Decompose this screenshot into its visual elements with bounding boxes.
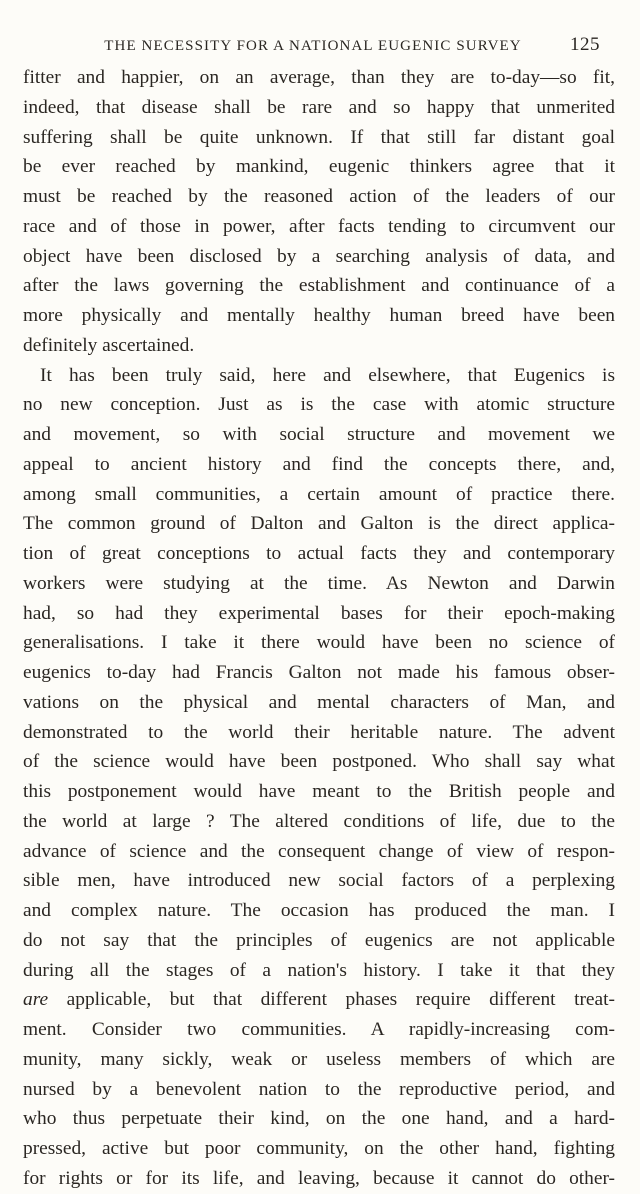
text-line: fitter and happier, on an average, than they are to-day—so fit, bbox=[23, 67, 615, 88]
body-text bbox=[23, 63, 615, 1194]
text-line: ment. Consider two communities. A rapidly-increasing com- bbox=[23, 1019, 615, 1040]
running-header bbox=[38, 34, 600, 56]
text-line: and movement, so with social structure and movement we bbox=[23, 424, 615, 445]
running-title: THE NECESSITY FOR A NATIONAL EUGENIC SURVEY bbox=[104, 38, 522, 54]
italic-word: are bbox=[23, 989, 49, 1011]
text-line: had, so had they experimental bases for their epoch-making bbox=[23, 602, 615, 624]
text-line: eugenics to-day had Francis Galton not made his famous obser- bbox=[23, 662, 615, 683]
text-line: race and of those in power, after facts tending to circumvent our bbox=[23, 215, 615, 237]
text-line: nursed by a benevolent nation to the reproductive period, and bbox=[23, 1078, 615, 1100]
text-line: object have been disclosed by a searching analysis of data, and bbox=[23, 245, 615, 267]
text-line: vations on the physical and mental characters of Man, and bbox=[23, 691, 615, 713]
text-line: demonstrated to the world their heritable nature. The advent bbox=[23, 721, 615, 743]
text-line: and complex nature. The occasion has produced the man. I bbox=[23, 900, 615, 921]
text-line: do not say that the principles of eugenics are not applicable bbox=[23, 929, 615, 951]
text-line: after the laws governing the establishment and continuance of a bbox=[23, 275, 615, 297]
text-line: the world at large ? The altered conditions of life, due to the bbox=[23, 810, 615, 832]
text-line: among small communities, a certain amount of practice there. bbox=[23, 483, 615, 505]
text-line: generalisations. I take it there would have been no science of bbox=[23, 632, 615, 654]
paragraph-end-line: definitely ascertained. bbox=[23, 334, 195, 356]
text-line: tion of great conceptions to actual facts they and contemporary bbox=[23, 543, 615, 564]
text-line: no new conception. Just as is the case with atomic structure bbox=[23, 394, 615, 416]
text-line: must be reached by the reasoned action of the leaders of our bbox=[23, 186, 615, 207]
text-line: be ever reached by mankind, eugenic thinkers agree that it bbox=[23, 156, 615, 178]
text-line: The common ground of Dalton and Galton is the direct applica- bbox=[23, 513, 615, 535]
text-line: for rights or for its life, and leaving, because it cannot do other- bbox=[23, 1167, 615, 1189]
text-line: advance of science and the consequent change of view of respon- bbox=[23, 840, 615, 862]
page-number: 125 bbox=[570, 34, 600, 55]
paragraph-start-line: It has been truly said, here and elsewhere, that Eugenics is bbox=[40, 364, 615, 386]
text-line: sible men, have introduced new social factors of a perplexing bbox=[23, 870, 615, 892]
text-line: appeal to ancient history and find the concepts there, and, bbox=[23, 453, 615, 475]
text-line: this postponement would have meant to the British people and bbox=[23, 781, 615, 802]
text-line: workers were studying at the time. As Newton and Darwin bbox=[23, 572, 615, 594]
text-line: of the science would have been postponed. Who shall say what bbox=[23, 751, 615, 773]
text-line: suffering shall be quite unknown. If that still far distant goal bbox=[23, 126, 615, 148]
text-line: indeed, that disease shall be rare and so happy that unmerited bbox=[23, 96, 615, 118]
text-line: who thus perpetuate their kind, on the one hand, and a hard- bbox=[23, 1108, 615, 1130]
text-line-with-italic bbox=[23, 985, 615, 1015]
text-line: munity, many sickly, weak or useless members of which are bbox=[23, 1048, 615, 1070]
text-line: during all the stages of a nation's history. I take it that they bbox=[23, 959, 615, 981]
line-remainder: applicable, but that different phases require different treat- bbox=[48, 989, 615, 1011]
text-line: more physically and mentally healthy human breed have been bbox=[23, 305, 615, 326]
text-line: pressed, active but poor community, on the other hand, fighting bbox=[23, 1138, 615, 1159]
